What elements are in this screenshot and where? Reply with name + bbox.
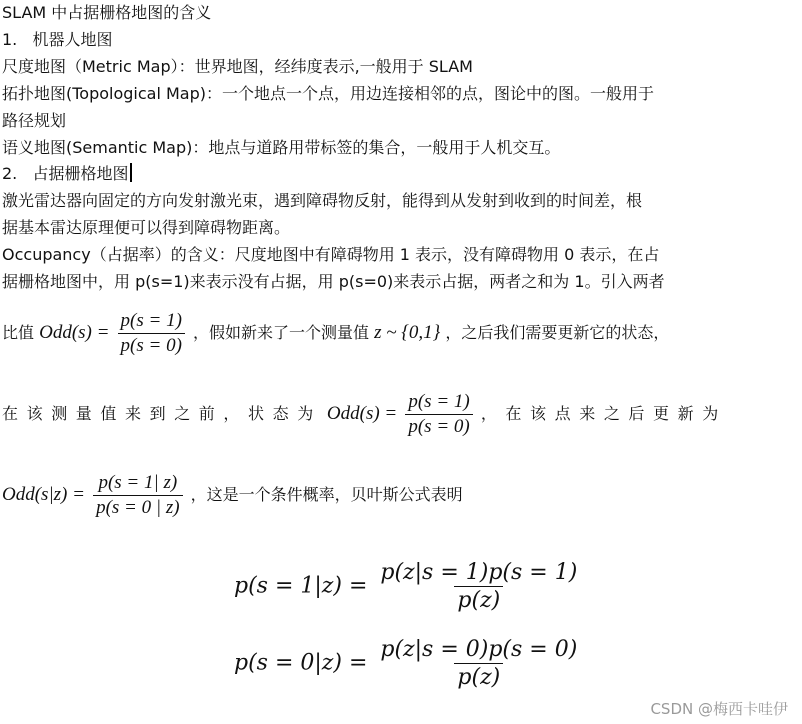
odd-lhs: Odd(s) = <box>326 403 398 424</box>
bayes-fraction <box>377 637 580 690</box>
fraction-denominator: p(z) <box>454 586 503 613</box>
topological-map-text-2: 路径规划 <box>2 111 67 130</box>
section-heading-text: 2. 占据栅格地图 <box>2 164 129 183</box>
bayes-lhs: p(s = 1|z) = <box>234 573 368 599</box>
odd-fraction <box>118 310 185 357</box>
bayes-lhs: p(s = 0|z) = <box>234 650 368 676</box>
z-measurement: z ~ {0,1} <box>374 322 441 343</box>
odd-lhs: Odd(s) = <box>39 322 110 343</box>
before-prefix: 在该测量值来到之前，状态为 <box>2 404 322 423</box>
occupancy-text-1: Occupancy（占据率）的含义：尺度地图中有障碍物用 1 表示，没有障碍物用 0 表示，在占 <box>2 245 660 264</box>
fraction-denominator: p(z) <box>454 663 503 690</box>
laser-text-1: 激光雷达器向固定的方向发射激光束，遇到障碍物反射，能得到从发射到收到的时间差，根 <box>2 191 643 210</box>
ratio-prefix: 比值 <box>2 323 35 342</box>
fraction-numerator: p(z|s = 1)p(s = 1) <box>380 560 578 585</box>
doc-title: SLAM 中占据栅格地图的含义 <box>2 3 212 22</box>
fraction-denominator: p(s = 0) <box>118 333 185 357</box>
bayes-fraction <box>377 560 580 613</box>
topological-map-text-1: 拓扑地图(Topological Map)：一个地点一个点，用边连接相邻的点，图论中的图。一般用于 <box>2 84 655 103</box>
occupancy-text-2: 据栅格地图中，用 p(s=1)来表示没有占据，用 p(s=0)来表示占据，两者之和为 1。引入两者 <box>2 272 665 291</box>
fraction-numerator: p(z|s = 0)p(s = 0) <box>380 637 578 662</box>
metric-map-text: 尺度地图（Metric Map）：世界地图，经纬度表示,一般用于 SLAM <box>2 57 473 76</box>
section-heading-robot-map: 1. 机器人地图 <box>2 30 113 49</box>
laser-text-2: 据基本雷达原理便可以得到障碍物距离。 <box>2 218 291 237</box>
fraction-numerator: p(s = 1) <box>408 391 470 412</box>
conditional-odd-line <box>2 472 463 519</box>
ratio-mid-text: ，假如新来了一个测量值 <box>193 323 370 342</box>
cond-suffix: ，这是一个条件概率，贝叶斯公式表明 <box>190 485 463 504</box>
odd-ratio-line <box>2 310 669 357</box>
bayes-equation-s1 <box>234 560 583 613</box>
semantic-map-text: 语义地图(Semantic Map)：地点与道路用带标签的集合，一般用于人机交互。 <box>2 138 561 157</box>
fraction-numerator: p(s = 1) <box>120 310 182 331</box>
csdn-watermark: CSDN @梅西卡哇伊 <box>650 700 788 718</box>
before-suffix: ，在该点来之后更新为 <box>480 404 727 423</box>
section-heading-occupancy-grid <box>2 163 132 185</box>
fraction-numerator: p(s = 1| z) <box>98 472 178 493</box>
ratio-suffix: ，之后我们需要更新它的状态， <box>445 323 670 342</box>
cond-odd-lhs: Odd(s|z) = <box>2 484 85 505</box>
fraction-denominator: p(s = 0 | z) <box>93 495 183 519</box>
text-cursor <box>130 163 132 182</box>
cond-odd-fraction <box>93 472 183 519</box>
odd-fraction <box>405 391 472 438</box>
before-measurement-line <box>2 391 727 438</box>
bayes-equation-s0 <box>234 637 583 690</box>
fraction-denominator: p(s = 0) <box>405 414 472 438</box>
